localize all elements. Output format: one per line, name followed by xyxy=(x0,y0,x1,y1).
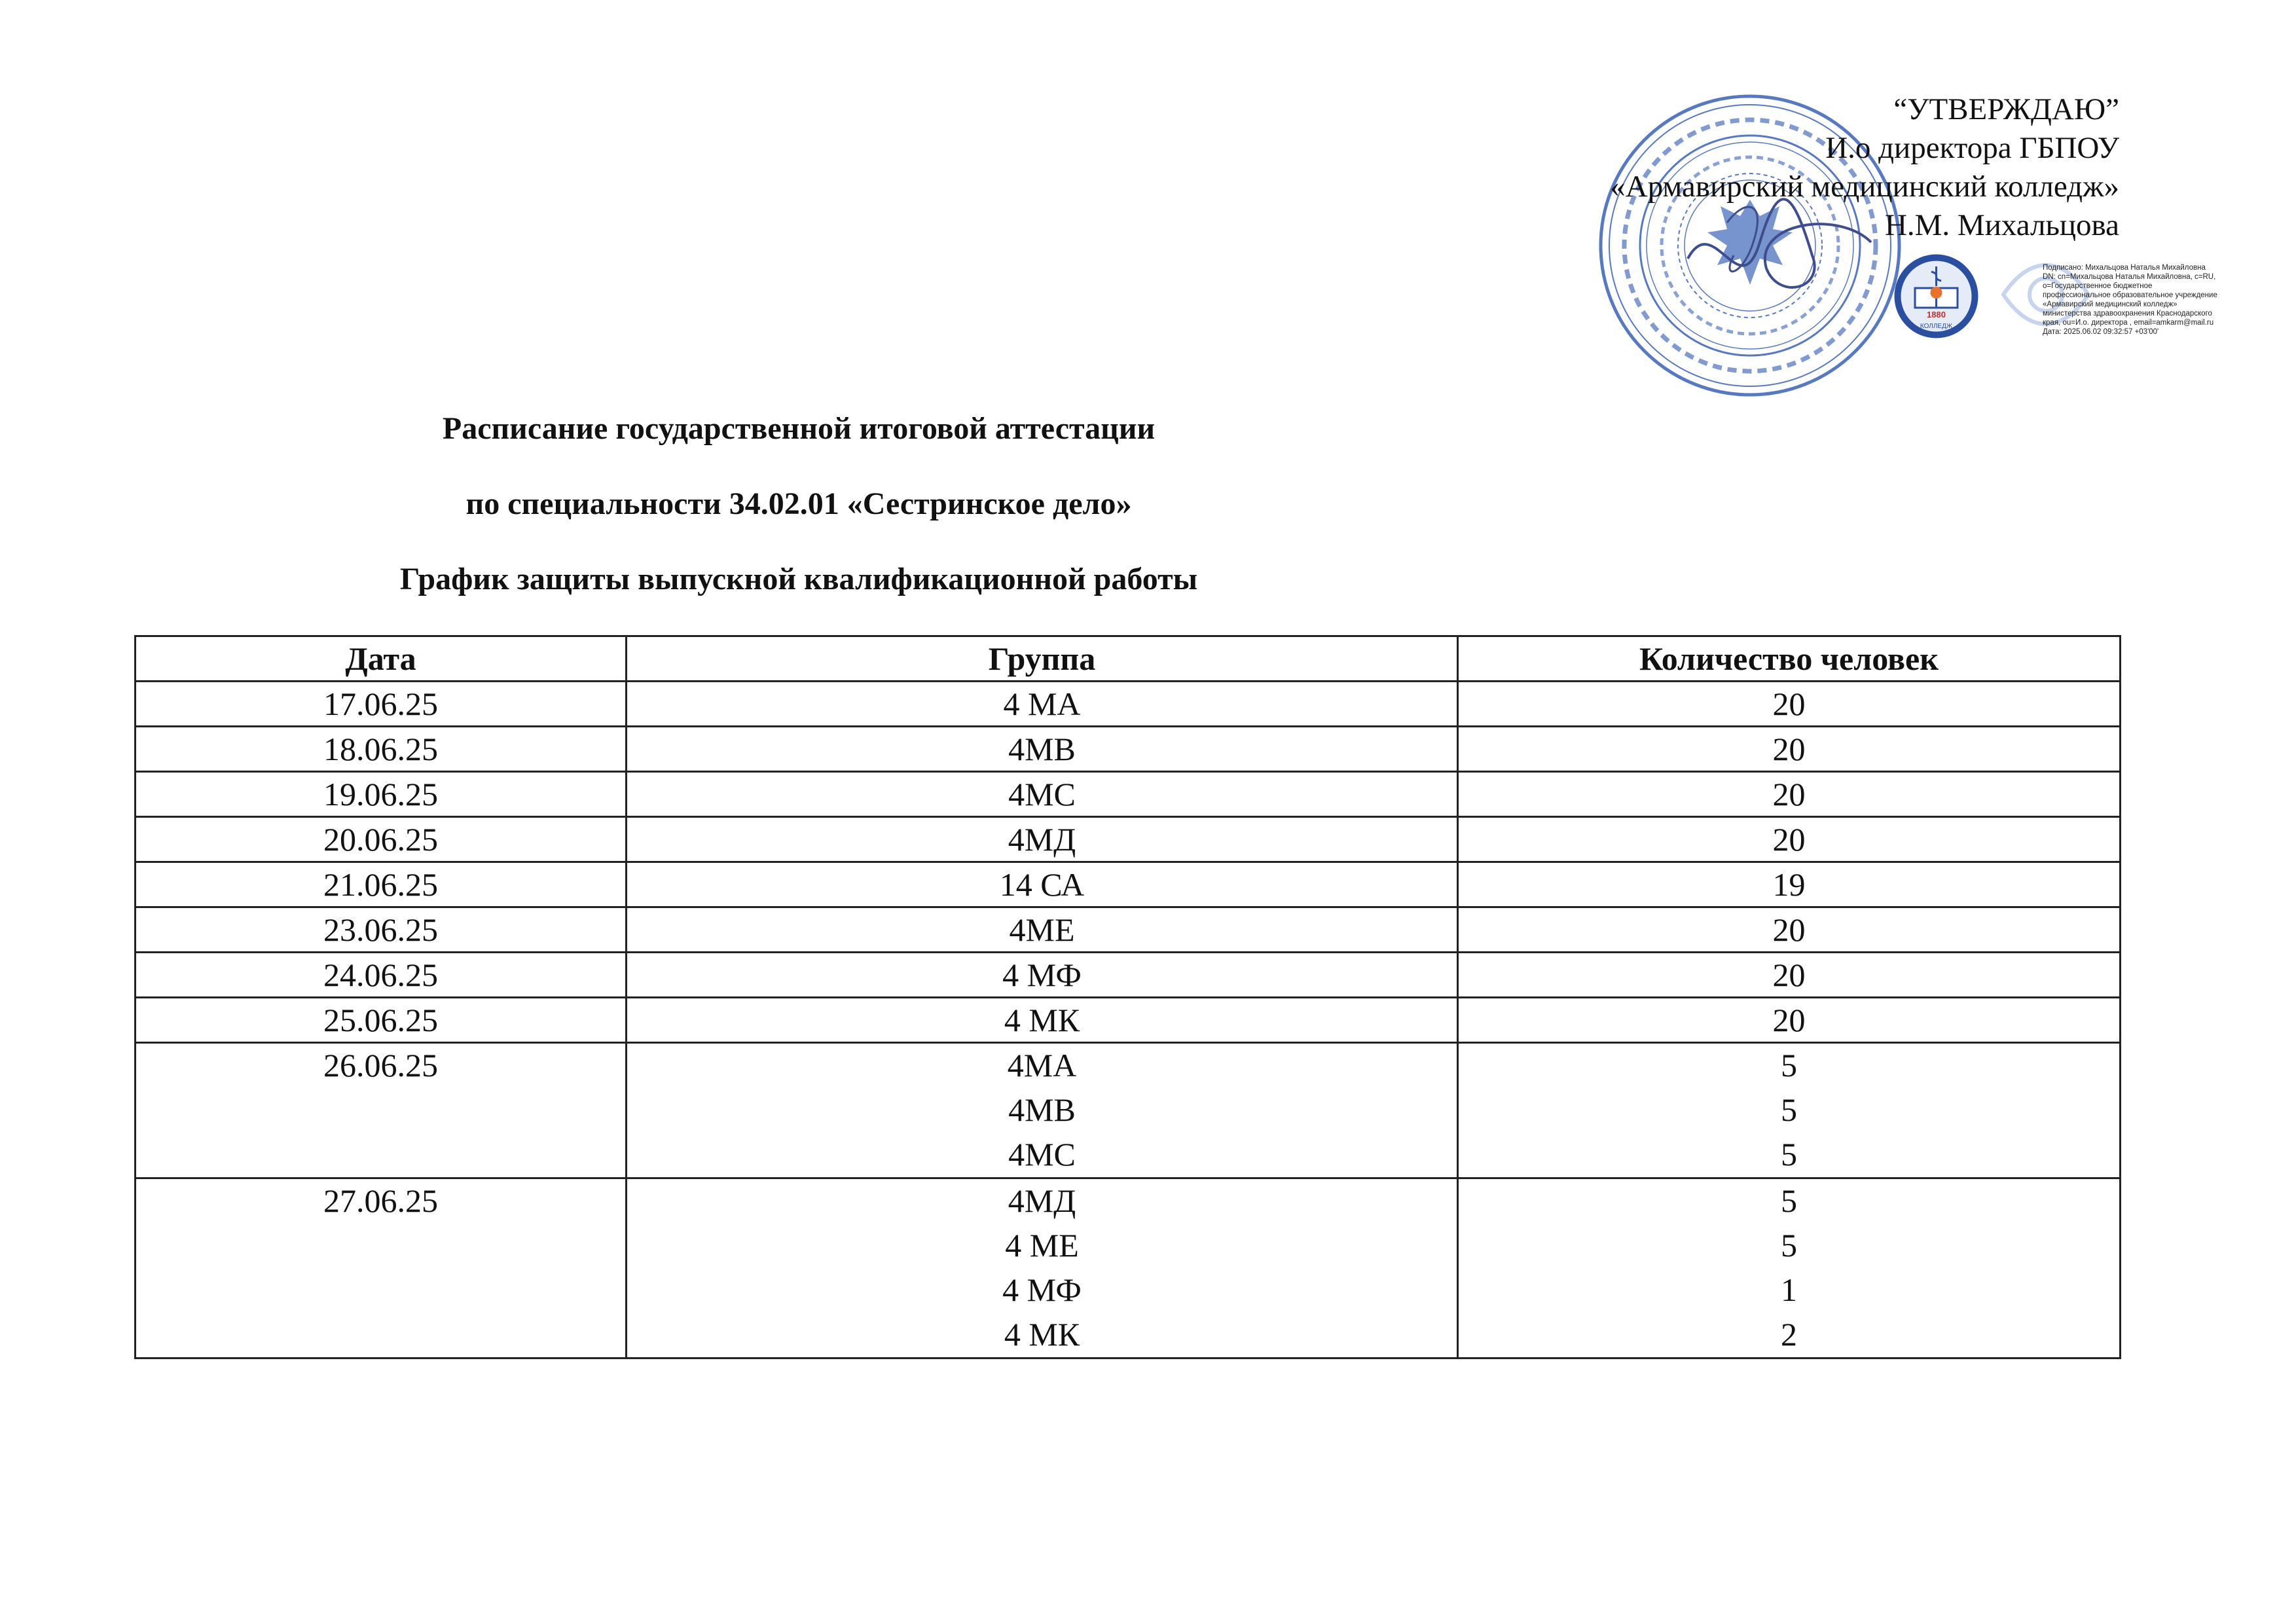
approval-heading: “УТВЕРЖДАЮ” xyxy=(1893,92,2119,126)
table-row xyxy=(136,817,2121,862)
digital-signature-info xyxy=(2043,263,2259,337)
group-entry: 4МС xyxy=(1008,1136,1076,1173)
header-date: Дата xyxy=(136,636,627,682)
table-row xyxy=(136,862,2121,907)
group-entry: 4 МК xyxy=(1004,1316,1080,1353)
group-cell: 4МД xyxy=(627,817,1458,862)
group-entry: 4МВ xyxy=(1008,1091,1076,1128)
table-row-multi xyxy=(136,1043,2121,1178)
logo-caption: КОЛЛЕДЖ xyxy=(1920,323,1953,330)
count-entry: 1 xyxy=(1781,1271,1797,1308)
logo-year: 1880 xyxy=(1927,310,1946,319)
date-cell: 26.06.25 xyxy=(136,1043,627,1178)
count-cell xyxy=(1458,1043,2121,1178)
date-cell: 25.06.25 xyxy=(136,998,627,1043)
date-cell: 23.06.25 xyxy=(136,907,627,953)
approval-signatory: Н.М. Михальцова xyxy=(1884,208,2119,242)
table-header-row xyxy=(136,636,2121,682)
group-entry: 4МА xyxy=(1007,1047,1077,1084)
table-row xyxy=(136,727,2121,772)
esign-line: Подписано: Михальцова Наталья Михайловна xyxy=(2043,264,2206,272)
count-entry: 5 xyxy=(1781,1047,1797,1084)
group-entry: 4 МЕ xyxy=(1005,1227,1079,1264)
specialty-subtitle: по специальности 34.02.01 «Сестринское дело» xyxy=(465,486,1132,521)
college-logo-icon xyxy=(1892,252,1980,340)
table-row xyxy=(136,907,2121,953)
date-cell: 27.06.25 xyxy=(136,1178,627,1359)
date-cell: 18.06.25 xyxy=(136,727,627,772)
count-cell: 20 xyxy=(1458,953,2121,998)
table-row xyxy=(136,953,2121,998)
esign-line: профессиональное образовательное учреждение xyxy=(2043,291,2217,299)
esign-line: Дата: 2025.06.02 09:32:57 +03'00' xyxy=(2043,328,2159,336)
count-entry: 2 xyxy=(1781,1316,1797,1353)
count-entry: 5 xyxy=(1781,1136,1797,1173)
group-cell: 14 СА xyxy=(627,862,1458,907)
count-entry: 5 xyxy=(1781,1182,1797,1219)
esign-line: «Армавирский медицинский колледж» xyxy=(2043,301,2178,308)
esign-line: министерства здравоохранения Краснодарского xyxy=(2043,310,2212,318)
group-cell: 4МЕ xyxy=(627,907,1458,953)
table-row xyxy=(136,998,2121,1043)
count-cell: 20 xyxy=(1458,817,2121,862)
date-cell: 17.06.25 xyxy=(136,682,627,727)
group-cell: 4 МК xyxy=(627,998,1458,1043)
group-cell: 4МС xyxy=(627,772,1458,817)
document-title: Расписание государственной итоговой аттестации xyxy=(442,411,1156,446)
approval-block xyxy=(1610,90,2119,245)
group-cell: 4МВ xyxy=(627,727,1458,772)
esign-line: DN: cn=Михальцова Наталья Михайловна, c=RU, xyxy=(2043,273,2216,281)
count-cell: 20 xyxy=(1458,682,2121,727)
schedule-subtitle: График защиты выпускной квалификационной работы xyxy=(399,562,1198,596)
date-cell: 19.06.25 xyxy=(136,772,627,817)
header-count: Количество человек xyxy=(1458,636,2121,682)
count-cell: 20 xyxy=(1458,772,2121,817)
table-row xyxy=(136,682,2121,727)
count-entry: 5 xyxy=(1781,1091,1797,1128)
group-entry: 4 МФ xyxy=(1002,1271,1082,1308)
esign-line: o=Государственное бюджетное xyxy=(2043,282,2153,290)
count-cell: 20 xyxy=(1458,727,2121,772)
approval-position: И.о директора ГБПОУ xyxy=(1825,131,2119,165)
count-cell: 19 xyxy=(1458,862,2121,907)
esign-line: края, ou=И.о. директора , email=amkarm@mail.ru xyxy=(2043,319,2214,327)
date-cell: 21.06.25 xyxy=(136,862,627,907)
group-entry: 4МД xyxy=(1008,1182,1076,1219)
count-cell: 20 xyxy=(1458,998,2121,1043)
approval-organization: «Армавирский медицинский колледж» xyxy=(1610,170,2119,204)
table-row-multi xyxy=(136,1178,2121,1359)
group-cell xyxy=(627,1178,1458,1359)
group-cell: 4 МА xyxy=(627,682,1458,727)
date-cell: 20.06.25 xyxy=(136,817,627,862)
header-group: Группа xyxy=(627,636,1458,682)
count-cell: 20 xyxy=(1458,907,2121,953)
table-row xyxy=(136,772,2121,817)
count-entry: 5 xyxy=(1781,1227,1797,1264)
group-cell xyxy=(627,1043,1458,1178)
defense-schedule-table xyxy=(134,635,2121,1359)
date-cell: 24.06.25 xyxy=(136,953,627,998)
count-cell xyxy=(1458,1178,2121,1359)
group-cell: 4 МФ xyxy=(627,953,1458,998)
college-logo xyxy=(1892,252,1980,340)
